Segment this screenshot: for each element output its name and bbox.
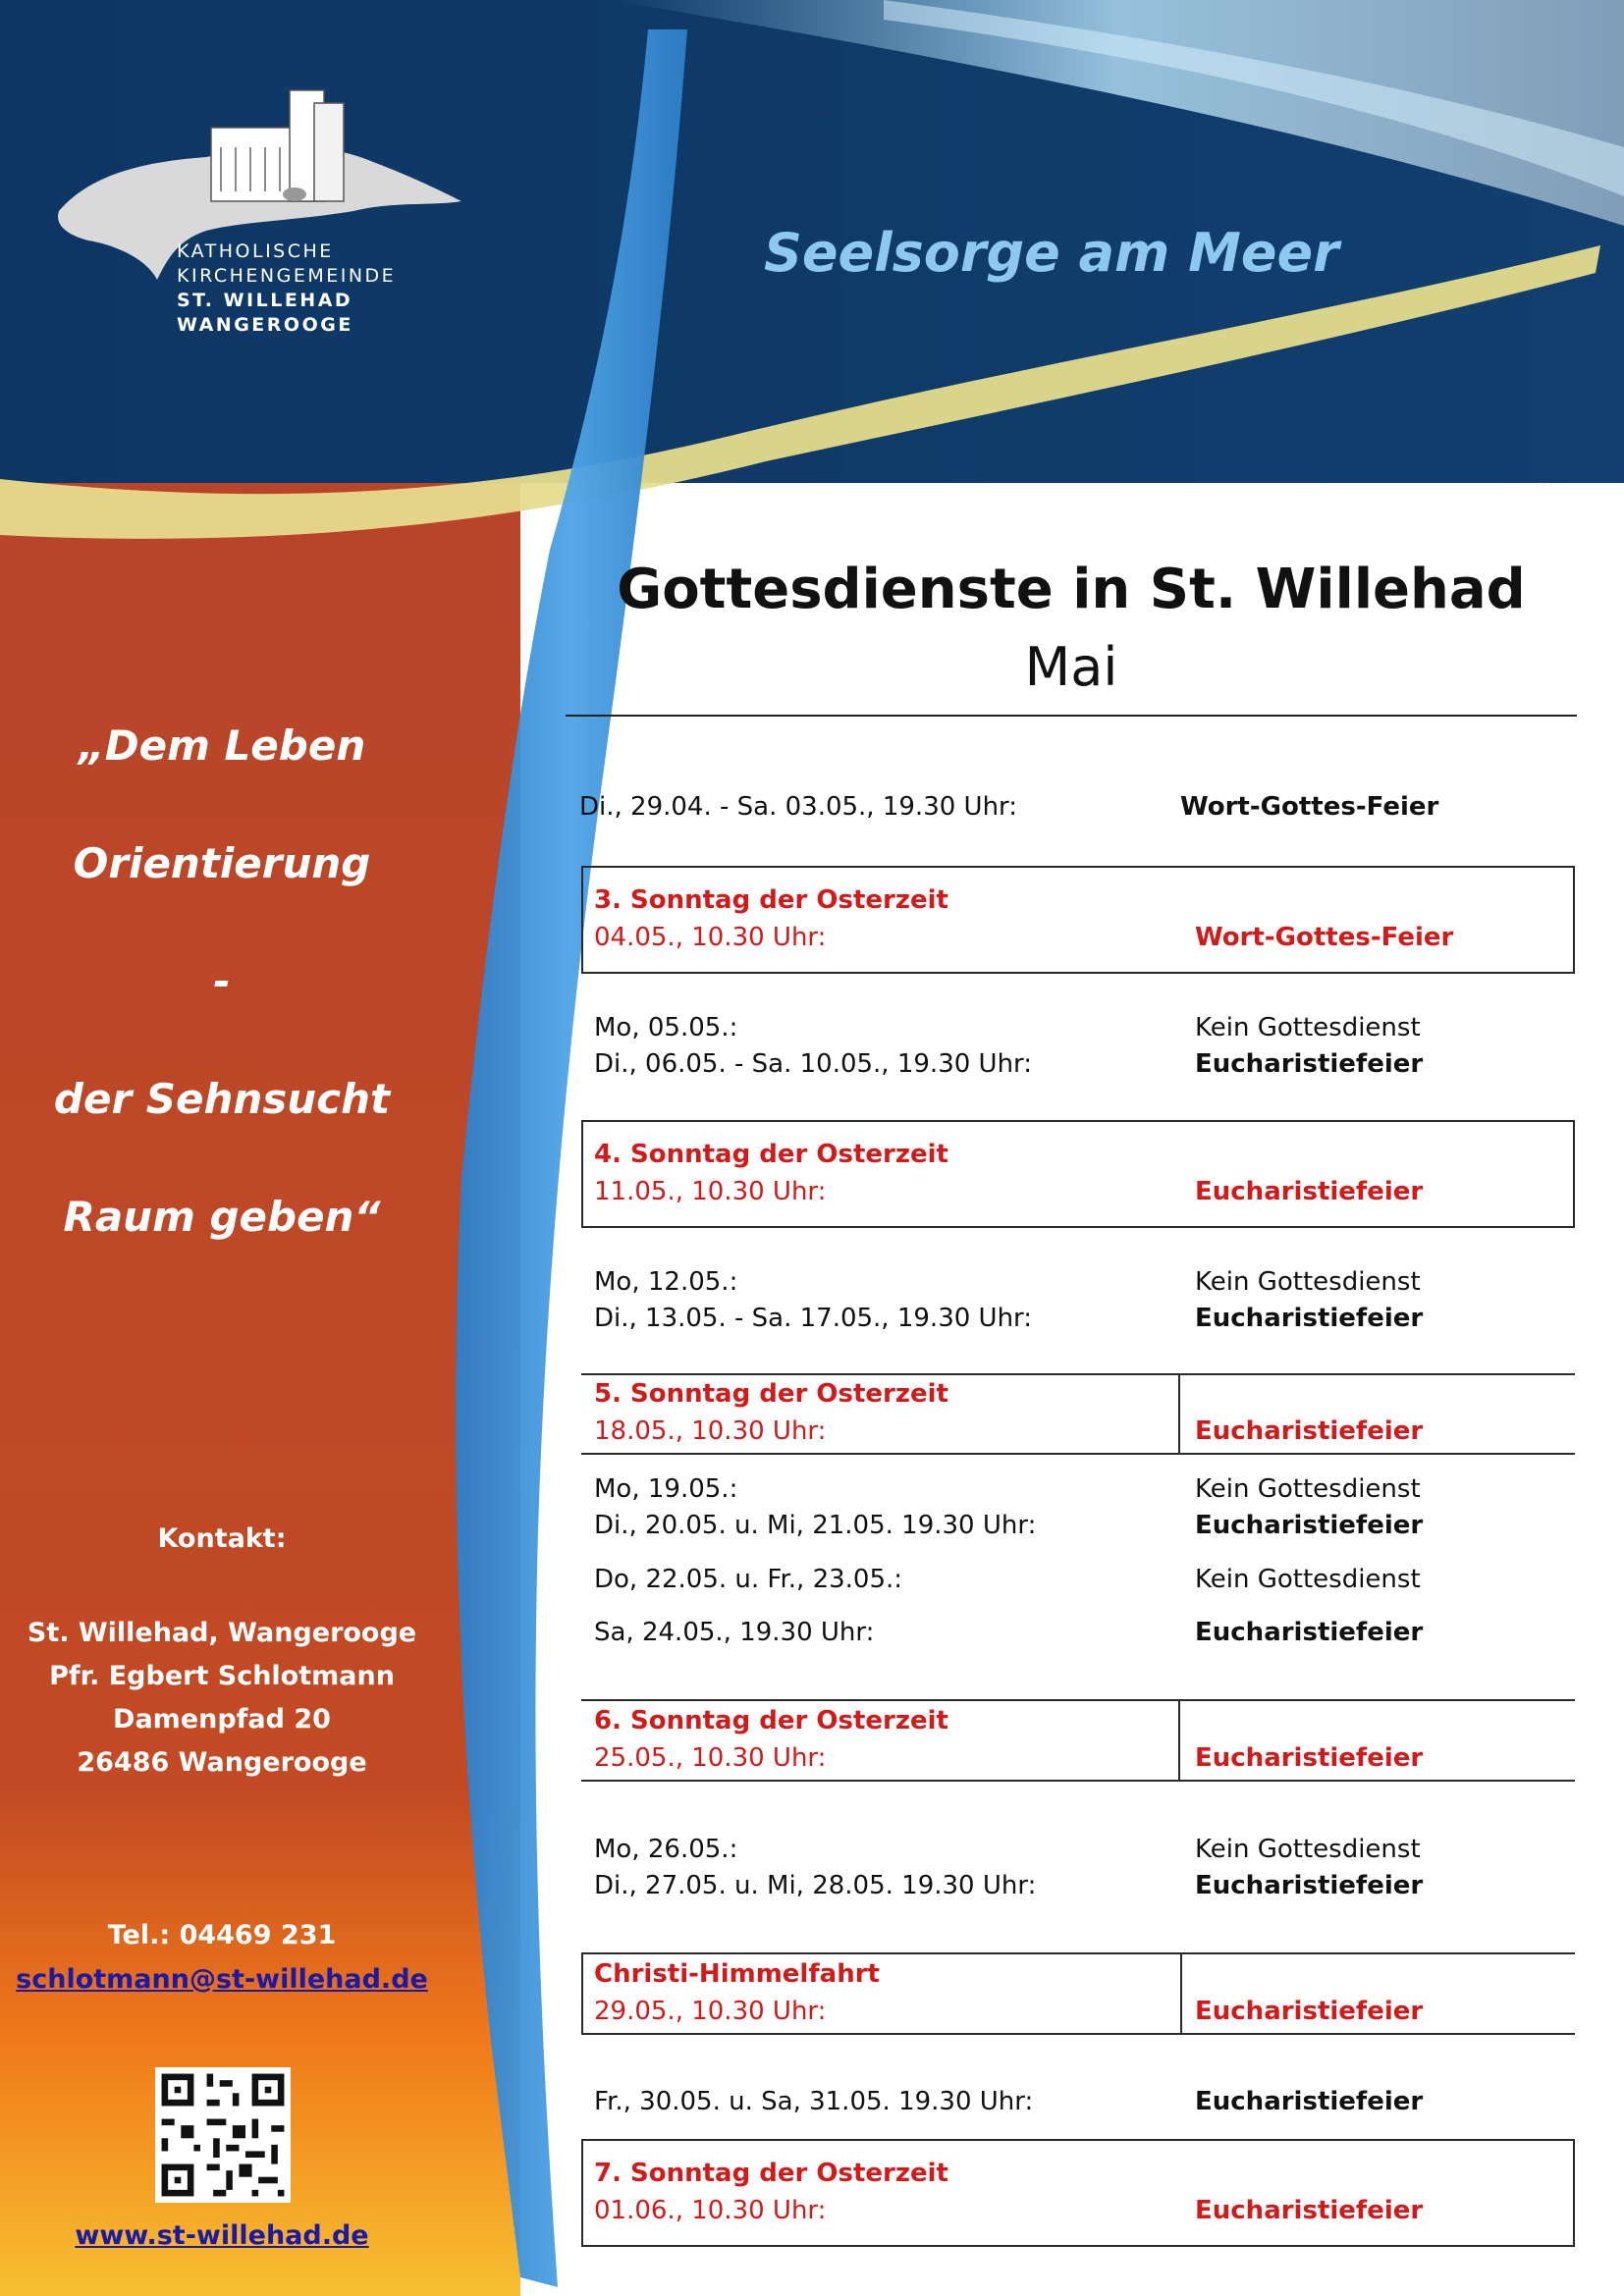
sunday-box bbox=[581, 1120, 1575, 1228]
website-link[interactable]: www.st-willehad.de bbox=[75, 2220, 369, 2251]
schedule-row-left: Mo, 05.05.: bbox=[594, 1013, 738, 1042]
sunday-time: 01.06., 10.30 Uhr: bbox=[594, 2196, 827, 2225]
schedule-row-left: Sa, 24.05., 19.30 Uhr: bbox=[594, 1618, 875, 1647]
schedule-row-right: Kein Gottesdienst bbox=[1195, 1474, 1421, 1504]
schedule-row-left: Di., 29.04. - Sa. 03.05., 19.30 Uhr: bbox=[579, 792, 1018, 822]
sunday-time: 11.05., 10.30 Uhr: bbox=[594, 1177, 827, 1206]
schedule-row-right: Wort-Gottes-Feier bbox=[1180, 792, 1439, 822]
holiday-time: 29.05., 10.30 Uhr: bbox=[594, 1997, 827, 2026]
sunday-time: 04.05., 10.30 Uhr: bbox=[594, 923, 827, 952]
parish-logo-text bbox=[177, 240, 396, 338]
schedule-row-right: Eucharistiefeier bbox=[1195, 1871, 1424, 1900]
sunday-heading: 3. Sonntag der Osterzeit bbox=[594, 885, 948, 915]
quote-line-4: der Sehnsucht bbox=[53, 1075, 391, 1123]
sunday-time: 18.05., 10.30 Uhr: bbox=[594, 1416, 827, 1446]
schedule-row-right: Eucharistiefeier bbox=[1195, 1618, 1424, 1647]
sunday-heading: 7. Sonntag der Osterzeit bbox=[594, 2159, 948, 2188]
schedule-row-left: Di., 20.05. u. Mi, 21.05. 19.30 Uhr: bbox=[594, 1511, 1037, 1540]
logo-line-3: ST. WILLEHAD bbox=[177, 290, 353, 311]
quote-line-5: Raum geben“ bbox=[63, 1193, 381, 1241]
schedule-row-left: Do, 22.05. u. Fr., 23.05.: bbox=[594, 1565, 903, 1594]
holiday-heading: Christi-Himmelfahrt bbox=[594, 1959, 880, 1989]
contact-address-2: Pfr. Egbert Schlotmann bbox=[49, 1661, 395, 1691]
logo-line-4: WANGEROOGE bbox=[177, 314, 353, 336]
contact-address-4: 26486 Wangerooge bbox=[77, 1747, 367, 1778]
holiday-service: Eucharistiefeier bbox=[1195, 1997, 1424, 2026]
sunday-heading: 5. Sonntag der Osterzeit bbox=[594, 1379, 948, 1409]
quote-line-3: - bbox=[213, 957, 231, 1005]
schedule-row-left: Fr., 30.05. u. Sa, 31.05. 19.30 Uhr: bbox=[594, 2087, 1034, 2116]
schedule-row-right: Kein Gottesdienst bbox=[1195, 1835, 1421, 1864]
schedule-row-left: Mo, 12.05.: bbox=[594, 1267, 738, 1297]
sunday-heading: 6. Sonntag der Osterzeit bbox=[594, 1706, 948, 1735]
schedule-row-left: Di., 06.05. - Sa. 10.05., 19.30 Uhr: bbox=[594, 1049, 1033, 1079]
schedule-row-right: Eucharistiefeier bbox=[1195, 1511, 1424, 1540]
sunday-box bbox=[581, 866, 1575, 974]
schedule-row-left: Di., 27.05. u. Mi, 28.05. 19.30 Uhr: bbox=[594, 1871, 1037, 1900]
contact-email-link[interactable]: schlotmann@st-willehad.de bbox=[16, 1964, 428, 1995]
sunday-service: Eucharistiefeier bbox=[1195, 1177, 1424, 1206]
schedule-row-right: Eucharistiefeier bbox=[1195, 2087, 1424, 2116]
quote-line-2: Orientierung bbox=[73, 839, 371, 887]
sunday-heading: 4. Sonntag der Osterzeit bbox=[594, 1140, 948, 1169]
sunday-service: Eucharistiefeier bbox=[1195, 1743, 1424, 1773]
schedule-row-right: Kein Gottesdienst bbox=[1195, 1565, 1421, 1594]
schedule-row-left: Di., 13.05. - Sa. 17.05., 19.30 Uhr: bbox=[594, 1304, 1033, 1333]
sunday-time: 25.05., 10.30 Uhr: bbox=[594, 1743, 827, 1773]
schedule-row-right: Kein Gottesdienst bbox=[1195, 1013, 1421, 1042]
quote-line-1: „Dem Leben bbox=[78, 721, 366, 770]
schedule-row-right: Eucharistiefeier bbox=[1195, 1304, 1424, 1333]
title-divider bbox=[566, 715, 1577, 717]
logo-line-2: KIRCHENGEMEINDE bbox=[177, 265, 397, 287]
page-title: Gottesdienste in St. Willehad bbox=[617, 558, 1526, 621]
schedule-row-right: Eucharistiefeier bbox=[1195, 1049, 1424, 1079]
sunday-service: Wort-Gottes-Feier bbox=[1195, 923, 1454, 952]
contact-address-1: St. Willehad, Wangerooge bbox=[27, 1618, 417, 1648]
sunday-box bbox=[581, 2139, 1575, 2247]
logo-line-1: KATHOLISCHE bbox=[177, 240, 334, 262]
qr-code-icon bbox=[155, 2067, 291, 2203]
contact-address-3: Damenpfad 20 bbox=[113, 1704, 331, 1735]
slogan: Seelsorge am Meer bbox=[764, 222, 1339, 284]
schedule-row-left: Mo, 19.05.: bbox=[594, 1474, 738, 1504]
schedule-row-left: Mo, 26.05.: bbox=[594, 1835, 738, 1864]
month-title: Mai bbox=[1024, 636, 1118, 698]
contact-phone: Tel.: 04469 231 bbox=[107, 1920, 337, 1950]
contact-heading: Kontakt: bbox=[157, 1523, 287, 1554]
sunday-service: Eucharistiefeier bbox=[1195, 1416, 1424, 1446]
schedule-row-right: Kein Gottesdienst bbox=[1195, 1267, 1421, 1297]
sunday-service: Eucharistiefeier bbox=[1195, 2196, 1424, 2225]
